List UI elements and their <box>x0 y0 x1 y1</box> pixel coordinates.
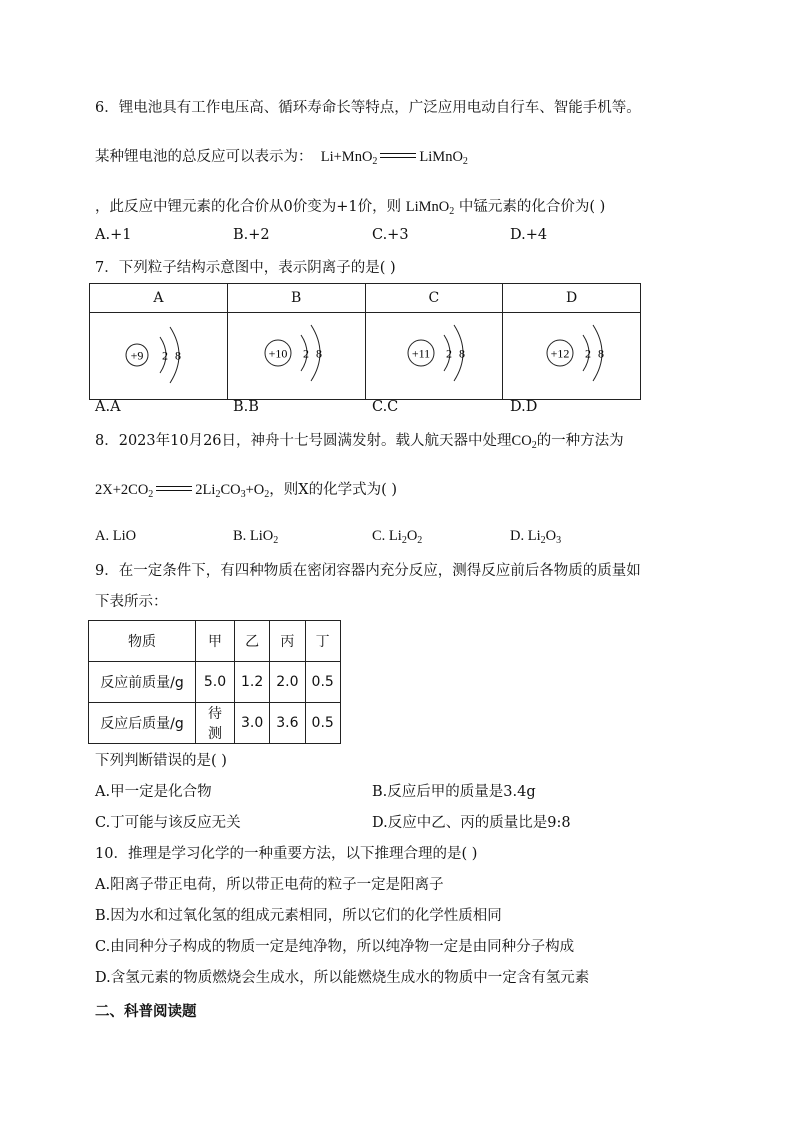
q7-header-a: A <box>90 284 228 313</box>
q7-option-c[interactable]: C.C <box>372 399 399 415</box>
q8-equation-line: $2X+2CO_2$ $2Li_2CO_3+O_2$，则X的化学式为( ) <box>95 482 397 500</box>
shell2-label: 8 <box>458 346 465 361</box>
q7-option-b[interactable]: B.B <box>233 399 259 415</box>
q7-diagram-table <box>89 283 641 400</box>
q7-option-d[interactable]: D.D <box>510 399 538 415</box>
q9-question: 下列判断错误的是( ) <box>95 753 227 769</box>
q6-stem-text: 某种锂电池的总反应可以表示为： <box>95 149 313 165</box>
q9-header-substance: 物质 <box>89 621 196 662</box>
atom-diagram-b <box>241 313 351 399</box>
table-cell: 2.0 <box>270 662 305 703</box>
q7-option-a[interactable]: A.A <box>95 399 121 415</box>
table-cell: 3.6 <box>270 703 305 744</box>
q10-stem: 10．推理是学习化学的一种重要方法，以下推理合理的是( ) <box>95 846 478 862</box>
table-cell: 反应后质量/g <box>89 703 196 744</box>
q9-option-d[interactable]: D.反应中乙、丙的质量比是9:8 <box>372 815 571 831</box>
q6-option-d[interactable]: D.+4 <box>510 227 548 243</box>
shell1-label: 2 <box>162 348 169 363</box>
nucleus-label: +10 <box>268 346 288 361</box>
table-cell: 1.2 <box>235 662 270 703</box>
q6-option-a[interactable]: A.+1 <box>95 227 132 243</box>
q8-option-a[interactable]: A. LiO <box>95 528 137 544</box>
q9-option-a[interactable]: A.甲一定是化合物 <box>95 784 212 800</box>
atom-diagram-c <box>379 313 489 399</box>
q6-option-b[interactable]: B.+2 <box>233 227 270 243</box>
q7-cell-a <box>90 313 228 400</box>
table-cell: 0.5 <box>305 662 340 703</box>
table-cell: 反应前质量/g <box>89 662 196 703</box>
q6-equation: Li+MnO$_2$ LiMnO$_2$ <box>320 149 468 167</box>
atom-diagram-a <box>103 313 213 399</box>
q9-option-c[interactable]: C.丁可能与该反应无关 <box>95 815 241 831</box>
q7-header-d: D <box>503 284 641 313</box>
q6-formula: LiMnO$_2$ <box>405 199 455 217</box>
q8-option-d[interactable]: D. $Li_2O_3$ <box>510 528 562 546</box>
equals-sign <box>380 153 416 158</box>
q9-header-jia: 甲 <box>196 621 235 662</box>
q9-stem-line1: 9．在一定条件下，有四种物质在密闭容器内充分反应，测得反应前后各物质的质量如 <box>95 563 641 579</box>
shell1-label: 2 <box>584 346 591 361</box>
q8-equation: $2X+2CO_2$ $2Li_2CO_3+O_2$ <box>95 482 270 500</box>
atom-diagram-d <box>517 313 627 399</box>
shell1-label: 2 <box>445 346 452 361</box>
nucleus-label: +9 <box>130 348 144 363</box>
table-cell: 3.0 <box>235 703 270 744</box>
q8-option-b[interactable]: B. LiO$_2$ <box>233 528 279 546</box>
q7-cell-d <box>503 313 641 400</box>
q7-header-b: B <box>227 284 365 313</box>
q8-formula-co2: $CO_2$ <box>511 433 537 451</box>
q10-option-c[interactable]: C.由同种分子构成的物质一定是纯净物，所以纯净物一定是由同种分子构成 <box>95 939 575 955</box>
q6-option-c[interactable]: C.+3 <box>372 227 409 243</box>
q6-stem-line3: ，此反应中锂元素的化合价从0价变为+1价，则 LiMnO$_2$ 中锰元素的化合价为( ) <box>95 199 606 217</box>
table-cell: 5.0 <box>196 662 235 703</box>
q10-option-b[interactable]: B.因为水和过氧化氢的组成元素相同，所以它们的化学性质相同 <box>95 908 502 924</box>
equals-sign <box>156 486 192 491</box>
shell2-label: 8 <box>597 346 604 361</box>
table-row <box>89 662 341 703</box>
q9-header-yi: 乙 <box>235 621 270 662</box>
q9-stem-line2: 下表所示： <box>95 594 168 610</box>
q6-stem-line1: 6．锂电池具有工作电压高、循环寿命长等特点，广泛应用电动自行车、智能手机等。 <box>95 100 641 116</box>
q7-stem: 7．下列粒子结构示意图中，表示阴离子的是( ) <box>95 260 396 276</box>
q10-option-d[interactable]: D.含氢元素的物质燃烧会生成水，所以能燃烧生成水的物质中一定含有氢元素 <box>95 970 590 986</box>
q7-header-c: C <box>365 284 503 313</box>
q9-header-ding: 丁 <box>305 621 340 662</box>
section-heading: 二、科普阅读题 <box>95 1004 197 1020</box>
q8-option-c[interactable]: C. $Li_2O_2$ <box>372 528 423 546</box>
q9-option-b[interactable]: B.反应后甲的质量是3.4g <box>372 784 536 800</box>
shell2-label: 8 <box>316 346 323 361</box>
q9-mass-table <box>88 620 341 744</box>
nucleus-label: +11 <box>411 346 431 361</box>
shell1-label: 2 <box>303 346 310 361</box>
q7-cell-c <box>365 313 503 400</box>
q10-option-a[interactable]: A.阳离子带正电荷，所以带正电荷的粒子一定是阳离子 <box>95 877 444 893</box>
shell2-label: 8 <box>175 348 182 363</box>
table-row <box>89 703 341 744</box>
nucleus-label: +12 <box>550 346 570 361</box>
table-cell: 0.5 <box>305 703 340 744</box>
q8-stem: 8．2023年10月26日，神舟十七号圆满发射。载人航天器中处理$CO_2$的一种方法为 <box>95 433 624 451</box>
table-cell: 待测 <box>196 703 235 744</box>
q6-stem-line2 <box>95 145 468 167</box>
q7-cell-b <box>227 313 365 400</box>
q9-header-bing: 丙 <box>270 621 305 662</box>
